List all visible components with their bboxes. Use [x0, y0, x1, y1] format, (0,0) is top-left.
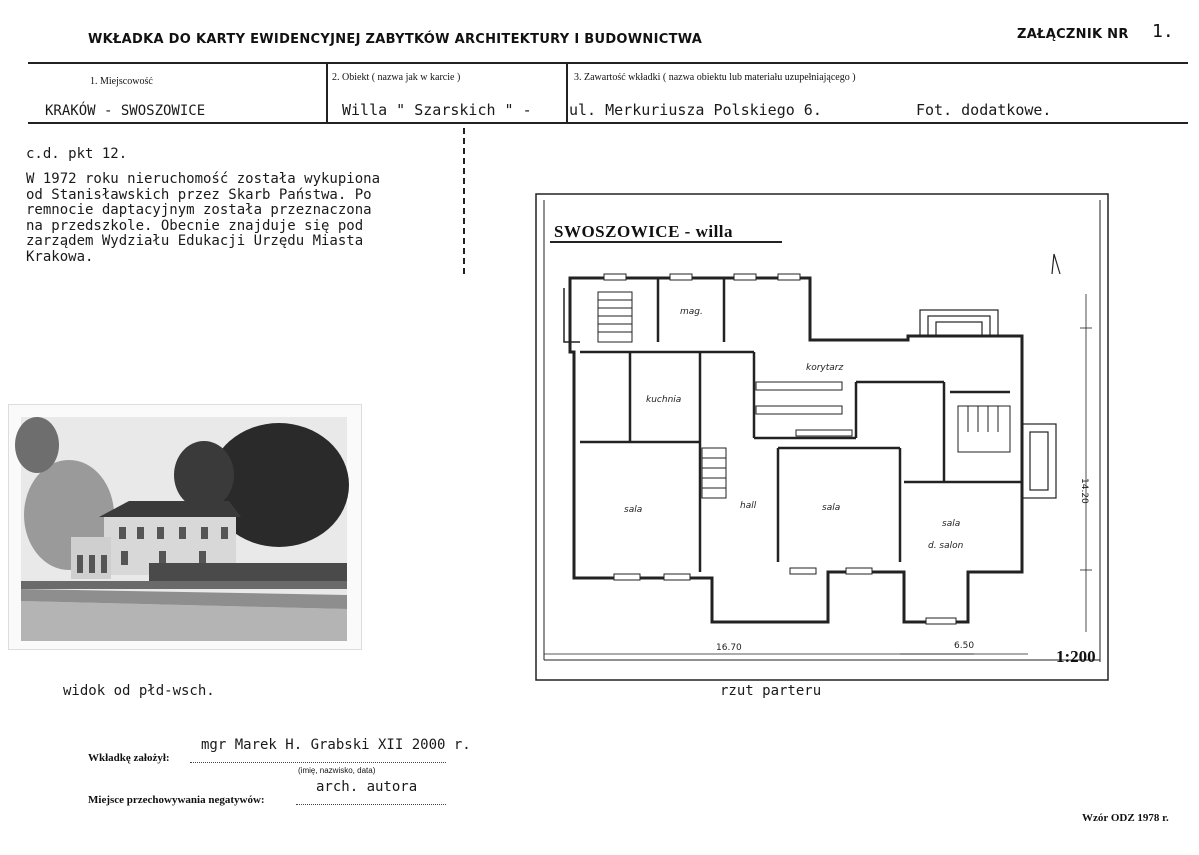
dim-height: 14.20 [1079, 478, 1089, 504]
room-label-salon: d. salon [928, 541, 964, 551]
dim-right: 6.50 [954, 641, 975, 651]
negatives-label: Miejsce przechowywania negatywów: [88, 794, 265, 806]
room-label-hall: hall [740, 501, 757, 511]
plan-title: SWOSZOWICE - willa [554, 222, 734, 241]
room-label-sala-right: sala [942, 519, 961, 529]
location-label: 1. Miejscowość [90, 76, 153, 87]
notes-heading: c.d. pkt 12. [26, 146, 128, 162]
room-label-korytarz: korytarz [806, 363, 844, 373]
attachment-number: 1. [1152, 21, 1174, 42]
notes-line: Krakowa. [26, 248, 94, 265]
notes-body [26, 172, 380, 265]
field-divider-1 [326, 64, 328, 122]
notes-line: na przedszkole. Obecnie znajduje się pod [26, 217, 364, 234]
room-label-sala-left: sala [624, 505, 643, 515]
room-label-sala-center: sala [822, 503, 841, 513]
document-title: WKŁADKA DO KARTY EWIDENCYJNEJ ZABYTKÓW ARCHITEKTURY I BUDOWNICTWA [88, 32, 703, 47]
floor-plan-drawing [534, 192, 1114, 684]
author-dotted-line [190, 762, 446, 763]
notes-line: zarządem Wydziału Edukacji Urzędu Miasta [26, 233, 364, 249]
dim-width: 16.70 [716, 643, 742, 653]
author-hint: (imię, nazwisko, data) [298, 766, 376, 775]
villa-photo-image [9, 405, 361, 649]
plan-scale: 1:200 [1056, 647, 1096, 666]
room-label-kuchnia: kuchnia [646, 395, 682, 405]
attachment-label: ZAŁĄCZNIK NR [1017, 27, 1129, 42]
floor-plan [534, 192, 1114, 684]
header-rule-top [28, 62, 1188, 64]
location-value: KRAKÓW - SWOSZOWICE [45, 103, 206, 119]
villa-photo [8, 404, 362, 650]
author-label: Wkładkę założył: [88, 752, 170, 764]
header-rule-bottom [28, 122, 1188, 124]
photo-caption: widok od płd-wsch. [63, 683, 215, 699]
room-label-mag: mag. [680, 307, 703, 317]
negatives-value: arch. autora [316, 779, 418, 795]
contents-street: ul. Merkuriusza Polskiego 6. [569, 101, 822, 119]
notes-line: remnocie daptacyjnym została przeznaczona [26, 202, 372, 218]
contents-type: Fot. dodatkowe. [916, 101, 1052, 119]
negatives-dotted-line [296, 804, 446, 805]
object-label: 2. Obiekt ( nazwa jak w karcie ) [332, 72, 461, 83]
form-code: Wzór ODZ 1978 r. [1082, 812, 1169, 824]
contents-label: 3. Zawartość wkładki ( nazwa obiektu lub materiału uzupełniającego ) [574, 72, 856, 83]
notes-line: W 1972 roku nieruchomość została wykupiona [26, 171, 381, 187]
notes-line: od Stanisławskich przez Skarb Państwa. Po [26, 186, 372, 203]
field-divider-2 [566, 64, 568, 122]
object-value: Willa " Szarskich " - [342, 101, 532, 119]
author-value: mgr Marek H. Grabski XII 2000 r. [201, 737, 471, 753]
plan-caption: rzut parteru [720, 683, 822, 699]
notes-margin-line [463, 128, 465, 274]
